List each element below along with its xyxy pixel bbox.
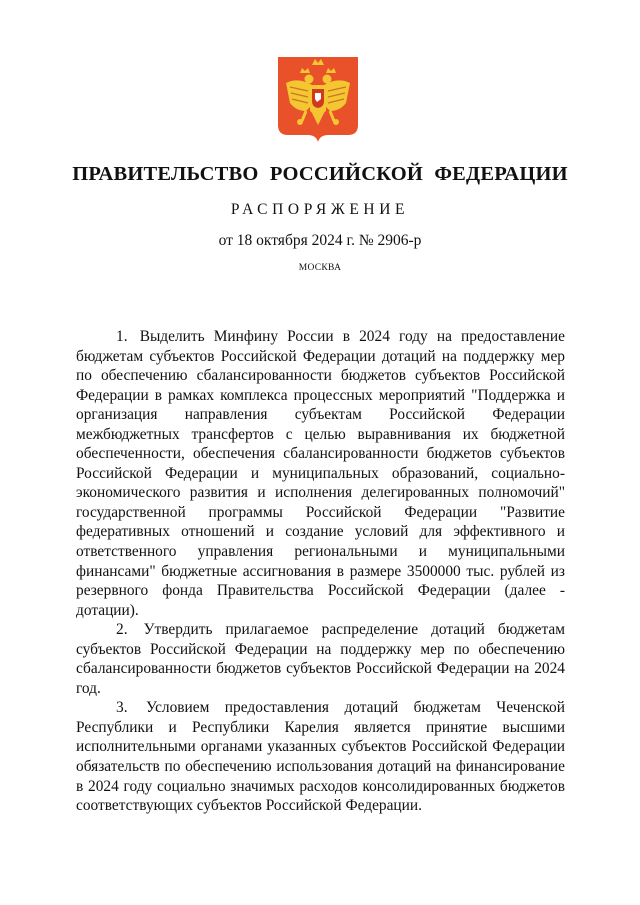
document-city: МОСКВА bbox=[298, 263, 342, 273]
paragraph-text: Утвердить прилагаемое распределение дотаций бюджетам субъектов Российской Федерации на поддержку мер по обеспечению сбалансированности бюджетов субъектов Российской Федерации на 2024 год. bbox=[76, 621, 565, 697]
government-title: ПРАВИТЕЛЬСТВО РОССИЙСКОЙ ФЕДЕРАЦИИ bbox=[72, 163, 568, 185]
document-body bbox=[76, 327, 565, 816]
paragraph-number: 2. bbox=[116, 621, 128, 639]
document-type: РАСПОРЯЖЕНИЕ bbox=[230, 201, 410, 218]
paragraph-1 bbox=[76, 327, 565, 620]
paragraph-number: 3. bbox=[116, 699, 128, 717]
paragraph-2 bbox=[76, 620, 565, 698]
paragraph-number: 1. bbox=[116, 328, 128, 345]
paragraph-text: Условием предоставления дотаций бюджетам Чеченской Республики и Республики Карелия является принятие высшими исполнительными органами указанных субъектов Российской Федерации обязательств по обеспечению использования дотаций на финансирование в 2024 году социально значимых расходов консолидированных бюджетов соответствующих субъектов Российской Федерации. bbox=[76, 699, 565, 815]
paragraph-text: Выделить Минфину России в 2024 году на предоставление бюджетам субъектов Российской Федерации дотаций на поддержку мер по обеспечению сбалансированности бюджетов субъектов Российской Федерации в рамках комплекса процессных мероприятий "Поддержка и организация направления субъектам Российской Федерации межбюджетных трансфертов с целью выравнивания их бюджетной обеспеченности, обеспечения сбалансированности бюджетов субъектов Российской Федерации и муниципальных образований, социально-экономического развития и исполнения делегированных полномочий" государственной программы Российской Федерации "Развитие федеративных отношений и создание условий для эффективного и ответственного управления региональными и муниципальными финансами" бюджетные ассигнования в размере 3500000 тыс. рублей из резервного фонда Правительства Российской Федерации (далее - дотации). bbox=[76, 328, 565, 619]
paragraph-3 bbox=[76, 698, 565, 815]
russian-coat-of-arms-icon bbox=[276, 55, 360, 143]
document-date-number: от 18 октября 2024 г. № 2906-р bbox=[218, 232, 422, 249]
